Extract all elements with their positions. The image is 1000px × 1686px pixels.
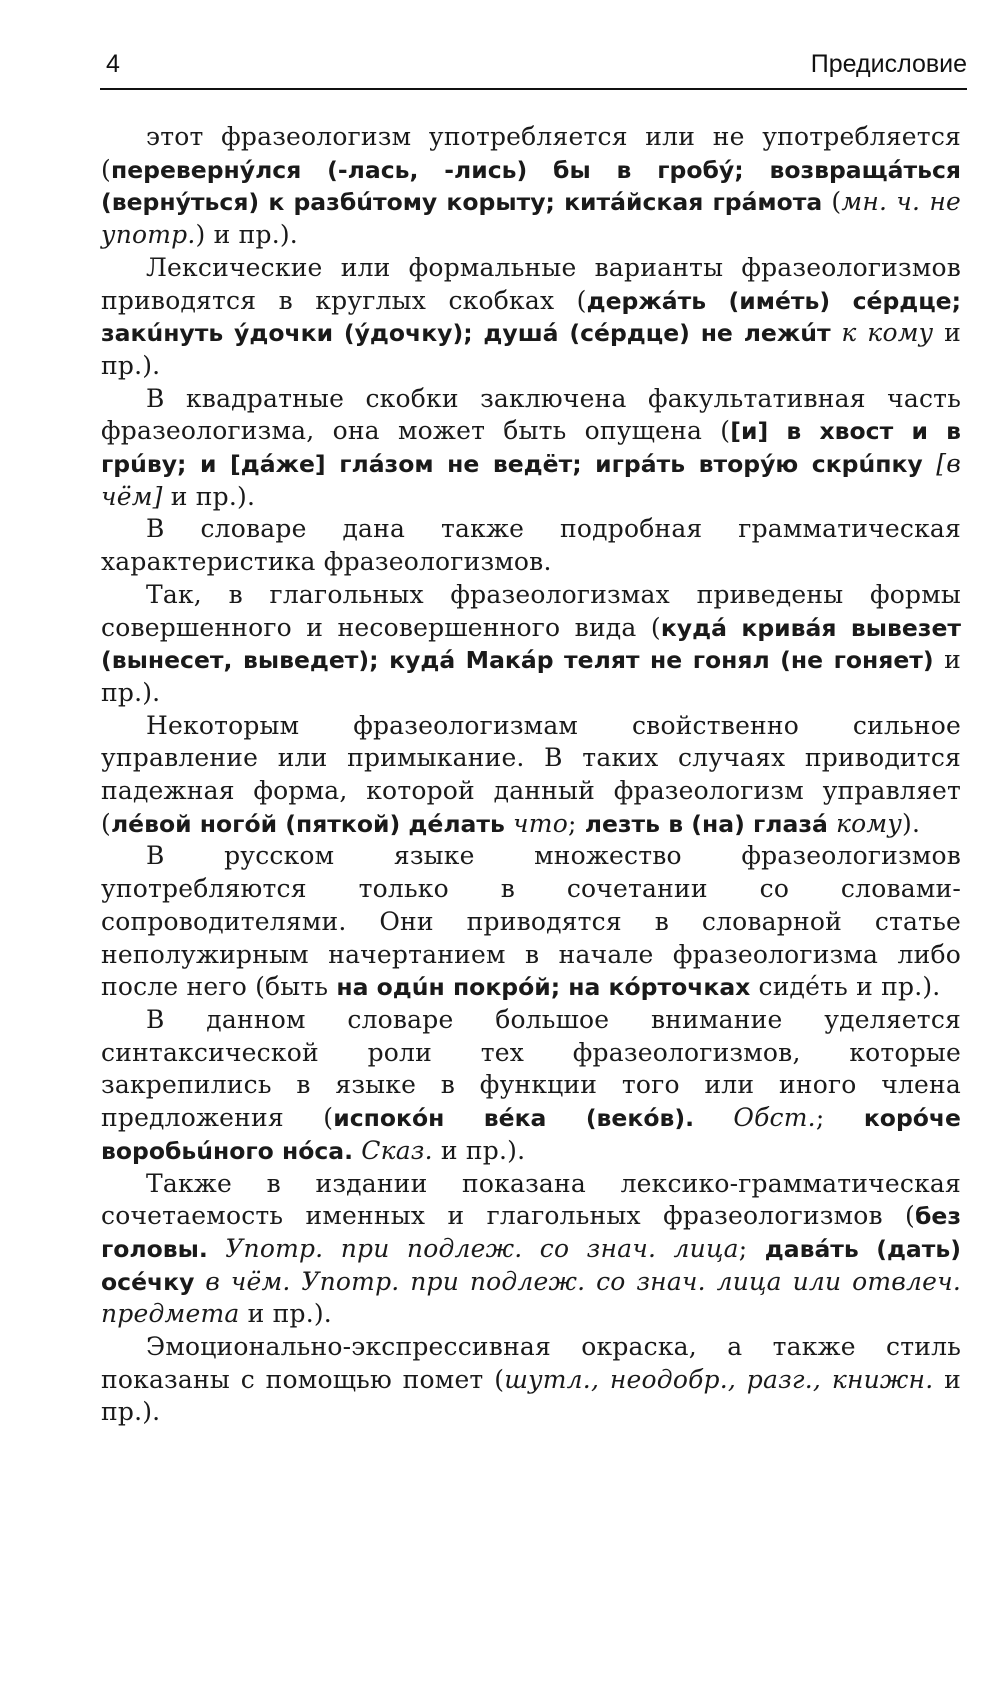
paragraph bbox=[101, 1168, 961, 1332]
text-run: В данном словаре большое внимание уделяется синтаксической роли тех фразеологизмов, которые закрепились в языке в функции того или иного члена предложения ( bbox=[101, 1004, 961, 1133]
idiom-entry: перевернýлся (-лась, -лись) бы в гробý; возвращáться (вернýться) к разбúтому корыту; китáйская грáмота bbox=[101, 155, 961, 217]
text-run: ( bbox=[822, 187, 842, 217]
grammar-note: Сказ. bbox=[361, 1135, 433, 1165]
text-run bbox=[923, 449, 937, 478]
paragraph bbox=[101, 1004, 961, 1168]
text-run bbox=[831, 318, 842, 347]
idiom-entry: корóче воробьúного нóса. bbox=[101, 1104, 961, 1165]
text-run: и пр.). bbox=[162, 481, 256, 511]
text-run: Эмоционально-экспрессивная окраска, а также стиль показаны с помощью помет ( bbox=[101, 1332, 961, 1394]
grammar-note: в чём. Употр. при подлеж. со знач. лица или отвлеч. предмета bbox=[101, 1266, 961, 1329]
body-text bbox=[101, 121, 961, 1429]
page-number: 4 bbox=[106, 50, 120, 78]
grammar-note: кому bbox=[836, 808, 903, 838]
text-run bbox=[694, 1103, 733, 1132]
text-run: этот фразеологизм употребляется или не употребляется ( bbox=[101, 122, 961, 184]
paragraph bbox=[101, 579, 961, 710]
text-run: ; bbox=[738, 1233, 765, 1263]
idiom-entry: без головы. bbox=[101, 1202, 961, 1263]
text-run: Также в издании показана лексико-грамматическая сочетаемость именных и глагольных фразеологизмов ( bbox=[101, 1168, 961, 1231]
grammar-note: [в чём] bbox=[101, 449, 961, 511]
section-title: Предисловие bbox=[810, 50, 967, 78]
paragraph bbox=[101, 121, 961, 252]
paragraph bbox=[101, 1331, 961, 1429]
text-run: и пр.). bbox=[101, 318, 961, 380]
text-run: В русском языке множество фразеологизмов употребляются только в сочетании со словами-сопроводителями. Они приводятся в словарной статье неполужирным начертанием в начале фразеологизма либо после него (быть bbox=[101, 841, 961, 1002]
idiom-entry: лéвой ногóй (пяткой) дéлать bbox=[110, 809, 505, 838]
text-run: и пр.). bbox=[101, 645, 961, 707]
text-run bbox=[828, 809, 836, 838]
text-run bbox=[505, 809, 513, 838]
text-run: В словаре дана также подробная грамматическая характеристика фразеологизмов. bbox=[101, 514, 961, 577]
grammar-note: шутл., неодобр., разг., книжн. bbox=[504, 1364, 934, 1394]
text-run: и пр.). bbox=[239, 1299, 332, 1329]
paragraph bbox=[101, 252, 961, 383]
text-run: и пр.). bbox=[432, 1135, 526, 1165]
paragraph bbox=[101, 710, 961, 841]
paragraph bbox=[101, 513, 961, 578]
text-run bbox=[353, 1136, 361, 1165]
idiom-entry: давáть (дать) осéчку bbox=[101, 1234, 962, 1296]
text-run: ; bbox=[815, 1103, 864, 1133]
text-run: В квадратные скобки заключена факультативная часть фразеологизма, она может быть опущена ( bbox=[101, 383, 961, 446]
idiom-entry: держáть (имéть) сéрдце; закúнуть ýдочки (ýдочку); душá (сéрдце) не лежúт bbox=[101, 286, 961, 348]
idiom-entry: кудá кривáя вывезет (вынесет, выведет); кудá Макáр телят не гонял (не гоняет) bbox=[101, 613, 961, 675]
grammar-note: Обст. bbox=[733, 1103, 816, 1133]
idiom-entry: испокóн вéка (векóв). bbox=[333, 1104, 694, 1133]
idiom-entry: на одúн покрóй; на кóрточках bbox=[336, 973, 751, 1002]
paragraph bbox=[101, 840, 961, 1004]
grammar-note: что bbox=[513, 808, 568, 838]
text-run: сидéть и пр.). bbox=[750, 972, 941, 1002]
running-header bbox=[100, 48, 967, 90]
idiom-entry: лезть в (на) глазá bbox=[584, 809, 828, 838]
grammar-note: мн. ч. не употр. bbox=[101, 187, 961, 250]
text-run bbox=[194, 1267, 205, 1296]
text-run: ). bbox=[902, 808, 921, 838]
text-run: Некоторым фразеологизмам свойственно сильное управление или примыкание. В таких случаях приводится падежная форма, которой данный фразеологизм управляет ( bbox=[101, 710, 961, 838]
text-run bbox=[208, 1234, 225, 1263]
text-run: и пр.). bbox=[101, 1364, 961, 1427]
text-run: ; bbox=[567, 808, 585, 838]
text-run: ) и пр.). bbox=[195, 220, 298, 250]
grammar-note: Употр. при подлеж. со знач. лица bbox=[225, 1233, 739, 1263]
text-run: Лексические или формальные варианты фразеологизмов приводятся в круглых скобках ( bbox=[101, 252, 961, 315]
text-run: Так, в глагольных фразеологизмах приведены формы совершенного и несовершенного вида ( bbox=[101, 579, 961, 642]
paragraph bbox=[101, 383, 961, 514]
idiom-entry: [и] в хвост и в грúву; и [дáже] глáзом не ведёт; игрáть вторýю скрúпку bbox=[101, 417, 961, 479]
grammar-note: к кому bbox=[841, 318, 934, 348]
